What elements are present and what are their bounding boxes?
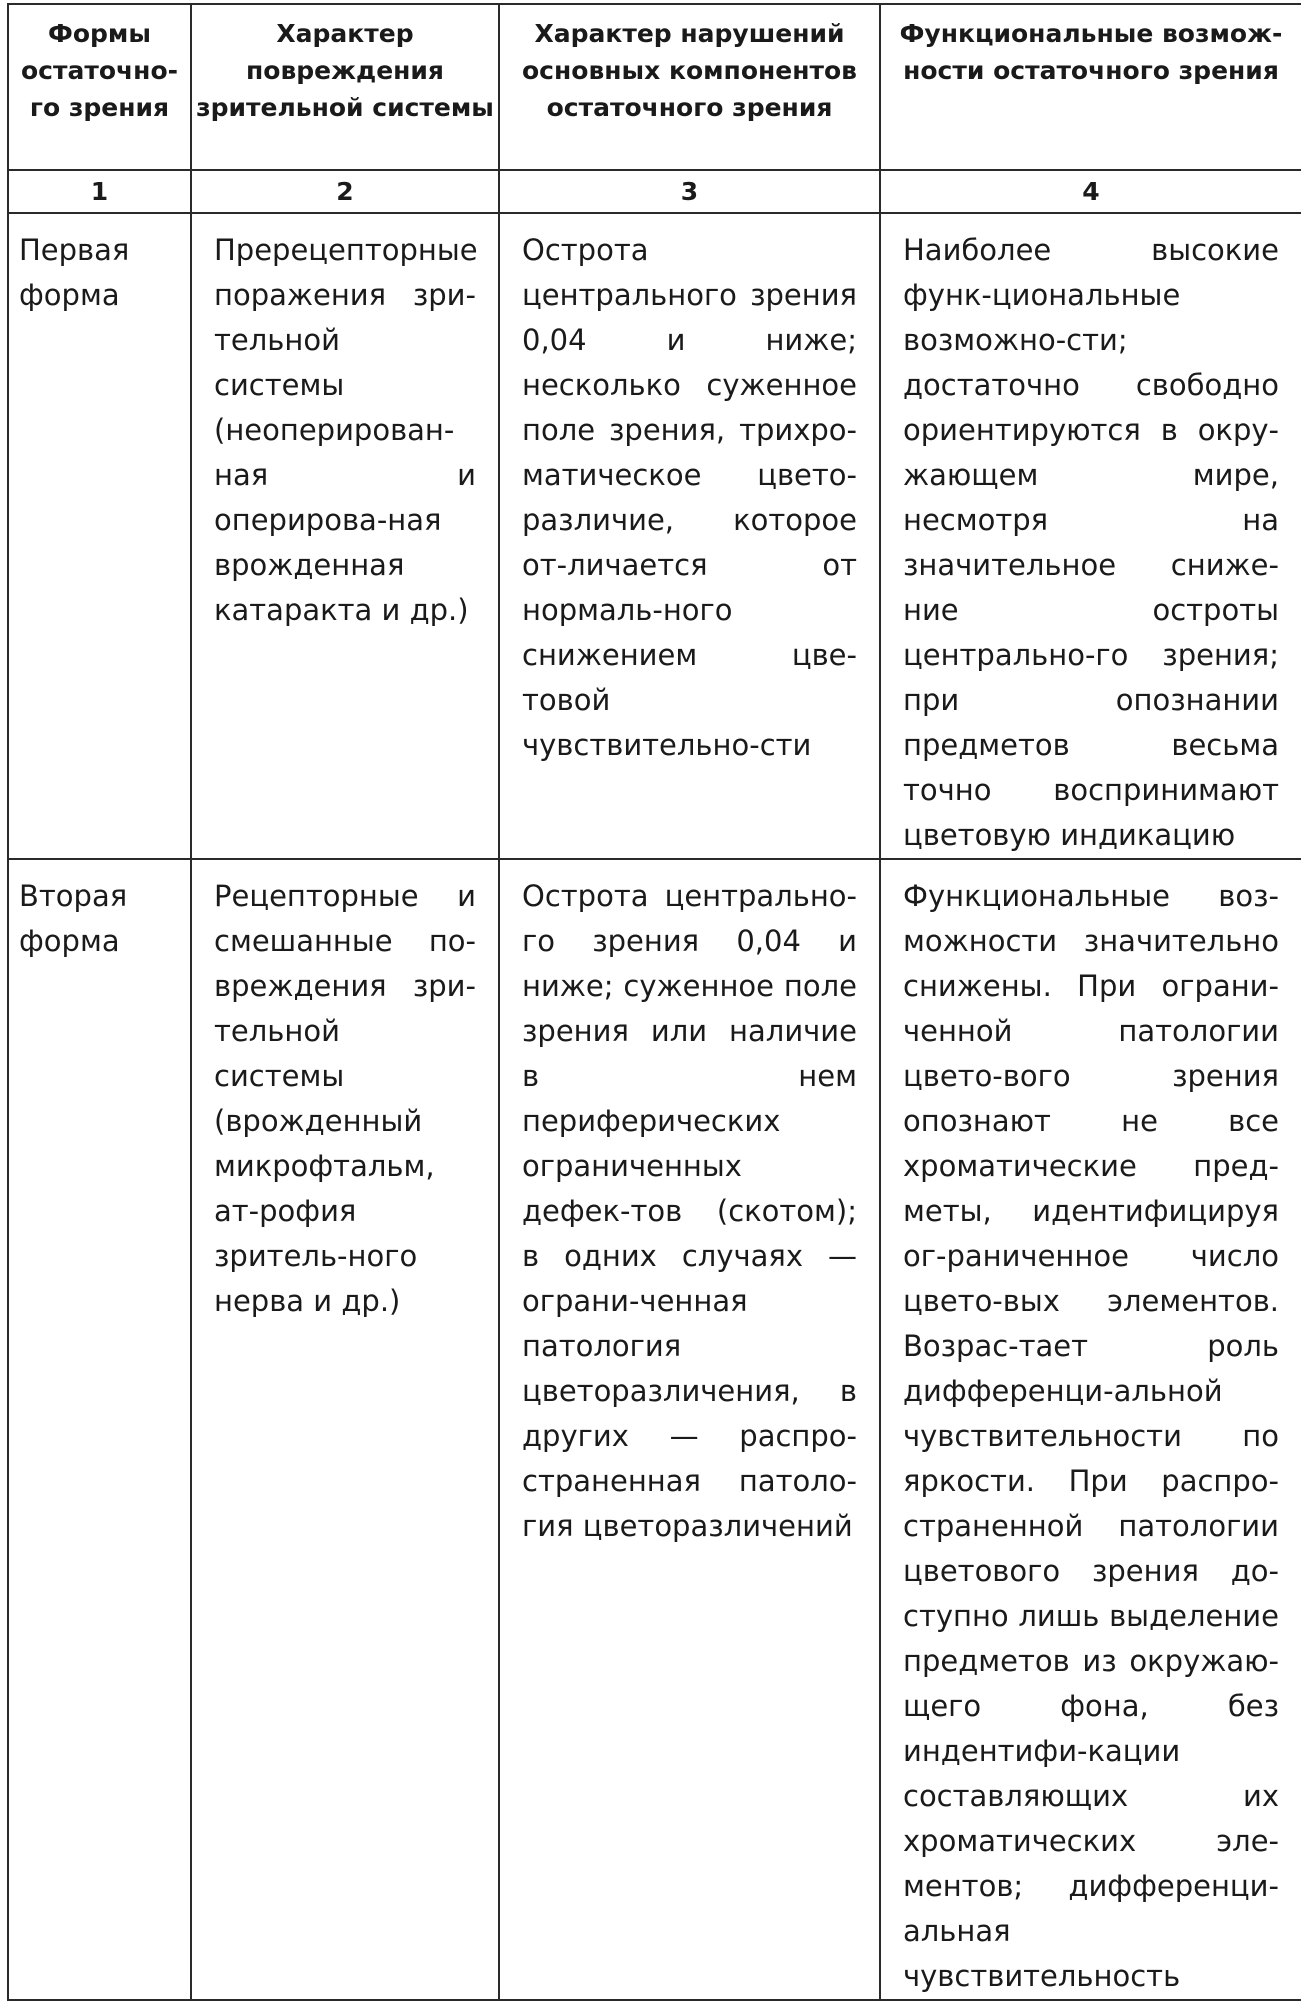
table-row	[8, 859, 1301, 2000]
header-cell-damage	[191, 4, 499, 170]
header-capabilities: Функциональные возмож-ности остаточного зрения	[899, 19, 1283, 85]
cell-form: Первая форма	[8, 213, 191, 859]
cell-damage: Рецепторные и смешанные по-вреждения зри-тельной системы (врожденный микрофтальм, ат-рофия зритель-ного нерва и др.)	[191, 859, 499, 2000]
cell-capabilities: Функциональные воз-можности значительно снижены. При ограни-ченной патологии цвето-вого зрения опознают не все хроматические пред-меты, идентифицируя ог-раниченное число цвето-вых элементов. Возрас-тает роль дифференци-альной чувствительности по яркости. При распро-страненной патологии цветового зрения до-ступно лишь выделение предметов из окружаю-щего фона, без индентифи-кации составляющих их хроматических эле-ментов; дифференци-альная чувствительность	[880, 859, 1301, 2000]
column-number: 3	[499, 170, 880, 213]
cell-form: Вторая форма	[8, 859, 191, 2000]
header-components: Характер нарушений основных компонентов остаточного зрения	[522, 19, 857, 122]
header-forms: Формы остаточно-го зрения	[20, 19, 178, 122]
column-number: 2	[191, 170, 499, 213]
cell-components: Острота центрально-го зрения 0,04 и ниже; суженное поле зрения или наличие в нем периферических ограниченных дефек-тов (скотом); в одних случаях — ограни-ченная патология цветоразличения, в других — распро-страненная патоло-гия цветоразличений	[499, 859, 880, 2000]
header-cell-capabilities	[880, 4, 1301, 170]
header-cell-components	[499, 4, 880, 170]
column-number-row	[8, 170, 1301, 213]
header-damage: Характер повреждения зрительной системы	[196, 19, 494, 122]
column-number: 4	[880, 170, 1301, 213]
column-number: 1	[8, 170, 191, 213]
cell-damage: Пререцепторные поражения зри-тельной системы (неоперирован-ная и оперирова-ная врожденная катаракта и др.)	[191, 213, 499, 859]
table-row	[8, 213, 1301, 859]
vision-forms-table	[7, 3, 1301, 2001]
cell-capabilities: Наиболее высокие функ-циональные возможно-сти; достаточно свободно ориентируются в окру-жающем мире, несмотря на значительное сниже-ние остроты центрально-го зрения; при опознании предметов весьма точно воспринимают цветовую индикацию	[880, 213, 1301, 859]
table-header-row	[8, 4, 1301, 170]
cell-components: Острота центрального зрения 0,04 и ниже; несколько суженное поле зрения, трихро-матическое цвето-различие, которое от-личается от нормаль-ного снижением цве-товой чувствительно-сти	[499, 213, 880, 859]
header-cell-forms	[8, 4, 191, 170]
